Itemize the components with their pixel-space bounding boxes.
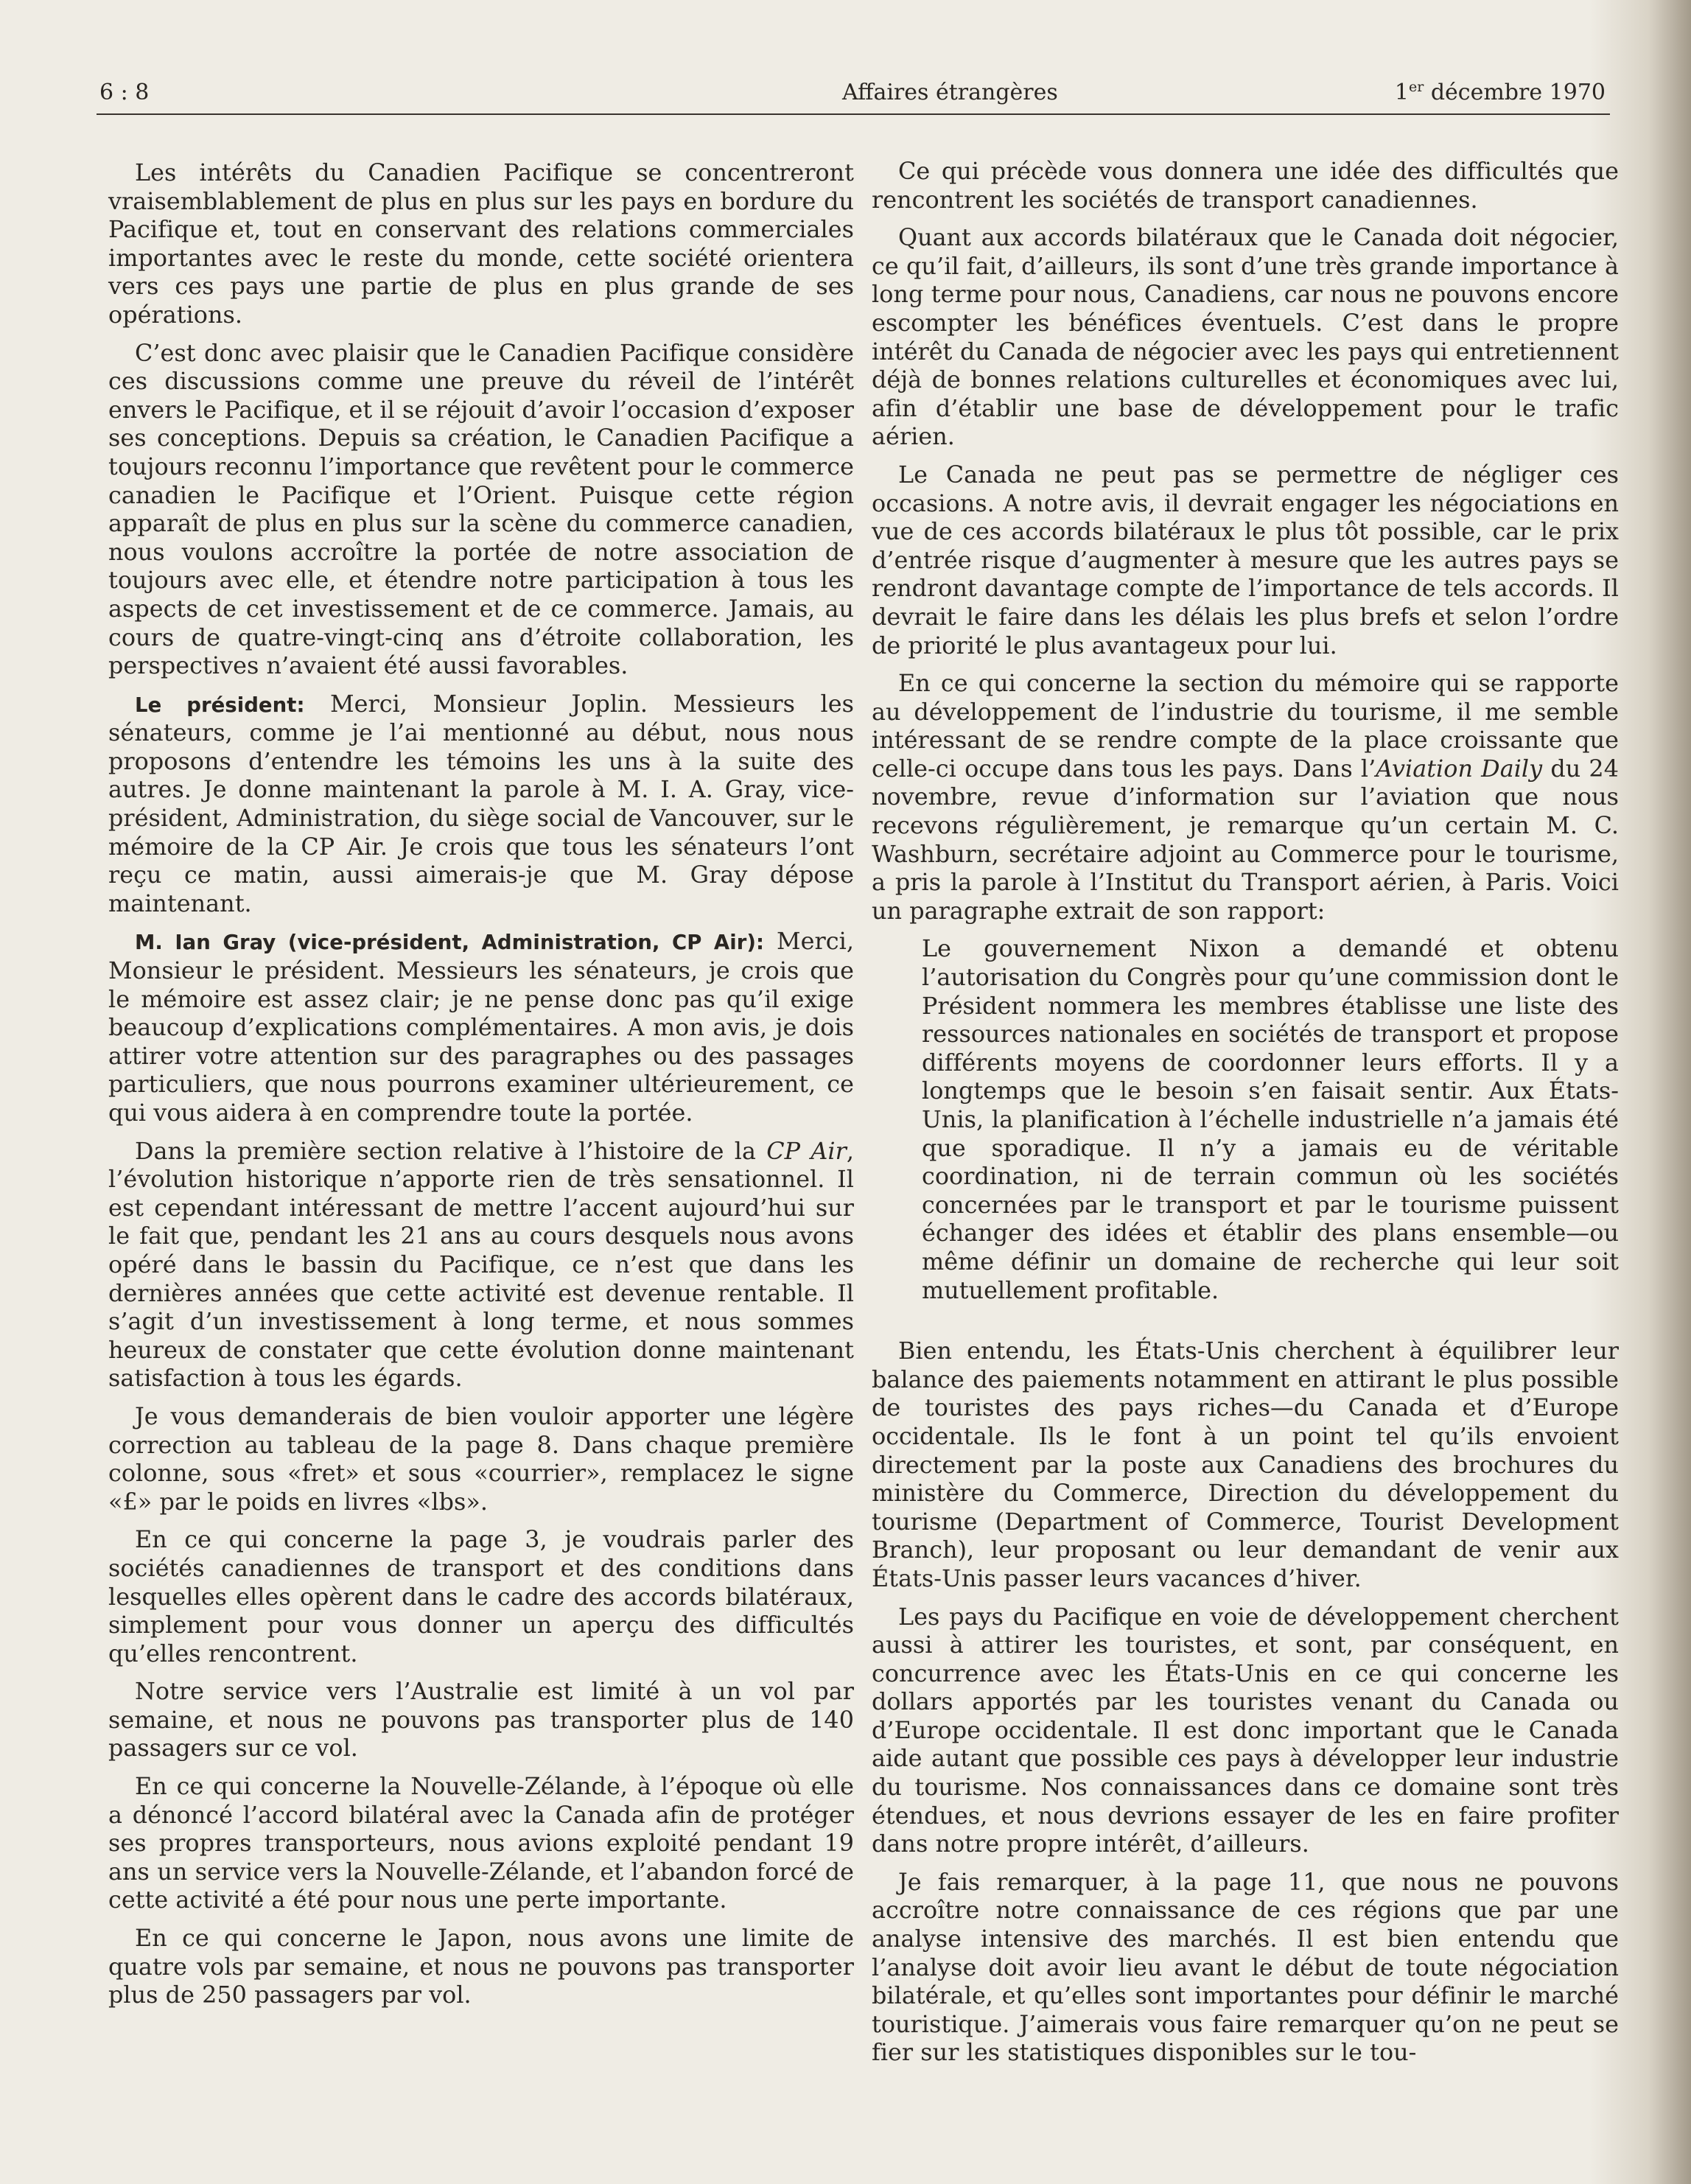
- paragraph: Bien entendu, les États-Unis cherchent à équilibrer leur balance des paiements notamment en attirant le plus possible de touristes des pays riches—du Canada et d’Europe occidentale. Ils le font à un point tel qu’ils envoient directement par la poste aux Canadiens des brochures du ministère du Commerce, Direction du développement du tourisme (Department of Commerce, Tourist Development Branch), leur proposant ou leur demandant de venir aux États-Unis passer leurs vacances d’hiver.: [872, 1337, 1619, 1592]
- paragraph: [108, 690, 854, 919]
- paragraph: Je fais remarquer, à la page 11, que nous ne pouvons accroître notre connaissance de ces régions que par une analyse intensive des marchés. Il est bien entendu que l’analyse doit avoir lieu avant le début de toute négociation bilatérale, et qu’elles sont importantes pour définir le marché touristique. J’aimerais vous faire remarquer qu’on ne peut se fier sur les statistiques disponibles sur le tou-: [872, 1868, 1619, 2067]
- paragraph: [872, 670, 1619, 925]
- publication-date: [1395, 72, 1606, 113]
- page-header: [97, 72, 1610, 115]
- date-suffix: er: [1408, 79, 1424, 95]
- paragraph: C’est donc avec plaisir que le Canadien Pacifique considère ces discussions comme une preuve du réveil de l’intérêt envers le Pacifique, et il se réjouit d’avoir l’occasion d’exposer ses conceptions. Depuis sa création, le Canadien Pacifique a toujours reconnu l’importance que revêtent pour le commerce canadien le Pacifique et l’Orient. Puisque cette région apparaît de plus en plus sur la scène du commerce canadien, nous voulons accroître la portée de notre association de toujours avec elle, et étendre notre participation à tous les aspects de cet investissement et de ce commerce. Jamais, au cours de quatre-vingt-cinq ans d’étroite collaboration, les perspectives n’avaient été aussi favorables.: [108, 339, 854, 680]
- paragraph: En ce qui concerne la page 3, je voudrais parler des sociétés canadiennes de transport et des conditions dans lesquelles elles opèrent dans le cadre des accords bilatéraux, simplement pour vous donner un aperçu des difficultés qu’elles rencontrent.: [108, 1526, 854, 1667]
- paragraph: [108, 928, 854, 1127]
- paragraph-text: Merci, Monsieur le président. Messieurs les sénateurs, je crois que le mémoire est assez clair; je ne pense donc pas qu’il exige beaucoup d’explications complémentaires. A mon avis, je dois attirer votre attention sur des paragraphes ou des passages particuliers, que nous pourrons examiner ultérieurement, ce qui vous aidera à en comprendre toute la portée.: [108, 928, 854, 1127]
- paragraph: [108, 1138, 854, 1393]
- paragraph-text: En ce qui concerne la section du mémoire qui se rapporte au développement de l’industrie du tourisme, il me semble intéressant de se rendre compte de la place croissante que celle-ci occupe dans tous les pays. Dans l’: [872, 670, 1619, 783]
- paragraph: En ce qui concerne la Nouvelle-Zélande, à l’époque où elle a dénoncé l’accord bilatéral avec la Canada afin de protéger ses propres transporteurs, nous avions exploité pendant 19 ans un service vers la Nouvelle-Zélande, et l’abandon forcé de cette activité a été pour nous une perte importante.: [108, 1773, 854, 1914]
- paragraph-text: Dans la première section relative à l’histoire de la: [135, 1137, 767, 1165]
- right-column: [872, 158, 1619, 2077]
- date-rest: décembre 1970: [1424, 80, 1606, 105]
- left-column: [108, 159, 854, 2020]
- paragraph: Quant aux accords bilatéraux que le Canada doit négocier, ce qu’il fait, d’ailleurs, ils sont d’une très grande importance à long terme pour nous, Canadiens, car nous ne pouvons encore escompter les bénéfices éventuels. C’est dans le propre intérêt du Canada de négocier avec les pays qui entretiennent déjà de bonnes relations culturelles et économiques avec lui, afin d’établir une base de développement pour le trafic aérien.: [872, 224, 1619, 451]
- paragraph: Ce qui précède vous donnera une idée des difficultés que rencontrent les sociétés de transport canadiennes.: [872, 158, 1619, 214]
- date-day: 1: [1394, 80, 1409, 105]
- italic-text: CP Air: [766, 1137, 847, 1165]
- block-quote: Le gouvernement Nixon a demandé et obtenu l’autorisation du Congrès pour qu’une commission dont le Président nommera les membres établisse une liste des ressources nationales en sociétés de transport et propose différents moyens de coordonner leurs efforts. Il y a longtemps que le besoin s’en faisait sentir. Aux États-Unis, la planification à l’échelle industrielle n’a jamais été que sporadique. Il n’y a jamais eu de véritable coordination, ni de terrain commun où les sociétés concernées par le transport et par le tourisme puissent échanger des idées et établir des plans ensemble—ou même définir un domaine de recherche qui leur soit mutuellement profitable.: [922, 935, 1619, 1304]
- paragraph: Les intérêts du Canadien Pacifique se concentreront vraisemblablement de plus en plus sur les pays en bordure du Pacifique et, tout en conservant des relations commerciales importantes avec le reste du monde, cette société orientera vers ces pays une partie de plus en plus grande de ses opérations.: [108, 159, 854, 329]
- page-number: 6 : 8: [99, 80, 150, 105]
- paragraph: En ce qui concerne le Japon, nous avons une limite de quatre vols par semaine, et nous ne pouvons pas transporter plus de 250 passagers par vol.: [108, 1925, 854, 2009]
- paragraph-text: Merci, Monsieur Joplin. Messieurs les sénateurs, comme je l’ai mentionné au début, nous nous proposons d’entendre les témoins les uns à la suite des autres. Je donne maintenant la parole à M. I. A. Gray, vice-président, Administration, du siège social de Vancouver, sur le mémoire de la CP Air. Je crois que tous les sénateurs l’ont reçu ce matin, aussi aimerais-je que M. Gray dépose maintenant.: [108, 690, 854, 917]
- paragraph: Les pays du Pacifique en voie de développement cherchent aussi à attirer les touristes, et sont, par conséquent, en concurrence avec les États-Unis en ce qui concerne les dollars apportés par les touristes venant du Canada ou d’Europe occidentale. Il est donc important que le Canada aide autant que possible ces pays à développer leur industrie du tourisme. Nos connaissances dans ce domaine sont très étendues, et nous devrions essayer de les en faire profiter dans notre propre intérêt, d’ailleurs.: [872, 1603, 1619, 1858]
- speaker-label: M. Ian Gray (vice-président, Administration, CP Air):: [135, 931, 765, 955]
- italic-text: Aviation Daily: [1376, 755, 1543, 783]
- paragraph: Notre service vers l’Australie est limité à un vol par semaine, et nous ne pouvons pas transporter plus de 140 passagers sur ce vol.: [108, 1678, 854, 1763]
- paragraph: Le Canada ne peut pas se permettre de négliger ces occasions. A notre avis, il devrait engager les négociations en vue de ces accords bilatéraux le plus tôt possible, car le prix d’entrée risque d’augmenter à mesure que les autres pays se rendront davantage compte de l’importance de tels accords. Il devrait le faire dans les délais les plus brefs et selon l’ordre de priorité le plus avantageux pour lui.: [872, 461, 1619, 659]
- paragraph: Je vous demanderais de bien vouloir apporter une légère correction au tableau de la page 8. Dans chaque première colonne, sous «fret» et sous «courrier», remplacez le signe «£» par le poids en livres «lbs».: [108, 1402, 854, 1516]
- paragraph-text: , l’évolution historique n’apporte rien de très sensationnel. Il est cependant intéressant de mettre l’accent aujourd’hui sur le fait que, pendant les 21 ans au cours desquels nous avons opéré dans le bassin du Pacifique, ce n’est que dans les dernières années que cette activité est devenue rentable. Il s’agit d’un investissement à long terme, et nous sommes heureux de constater que cette évolution donne maintenant satisfaction à tous les égards.: [108, 1137, 854, 1393]
- publication-title: Affaires étrangères: [842, 80, 1058, 105]
- speaker-label: Le président:: [135, 693, 305, 717]
- paragraph-text: du 24 novembre, revue d’information sur l’aviation que nous recevons régulièrement, je remarque qu’un certain M. C. Washburn, secrétaire adjoint au Commerce pour le tourisme, a pris la parole à l’Institut du Transport aérien, à Paris. Voici un paragraphe extrait de son rapport:: [872, 755, 1619, 925]
